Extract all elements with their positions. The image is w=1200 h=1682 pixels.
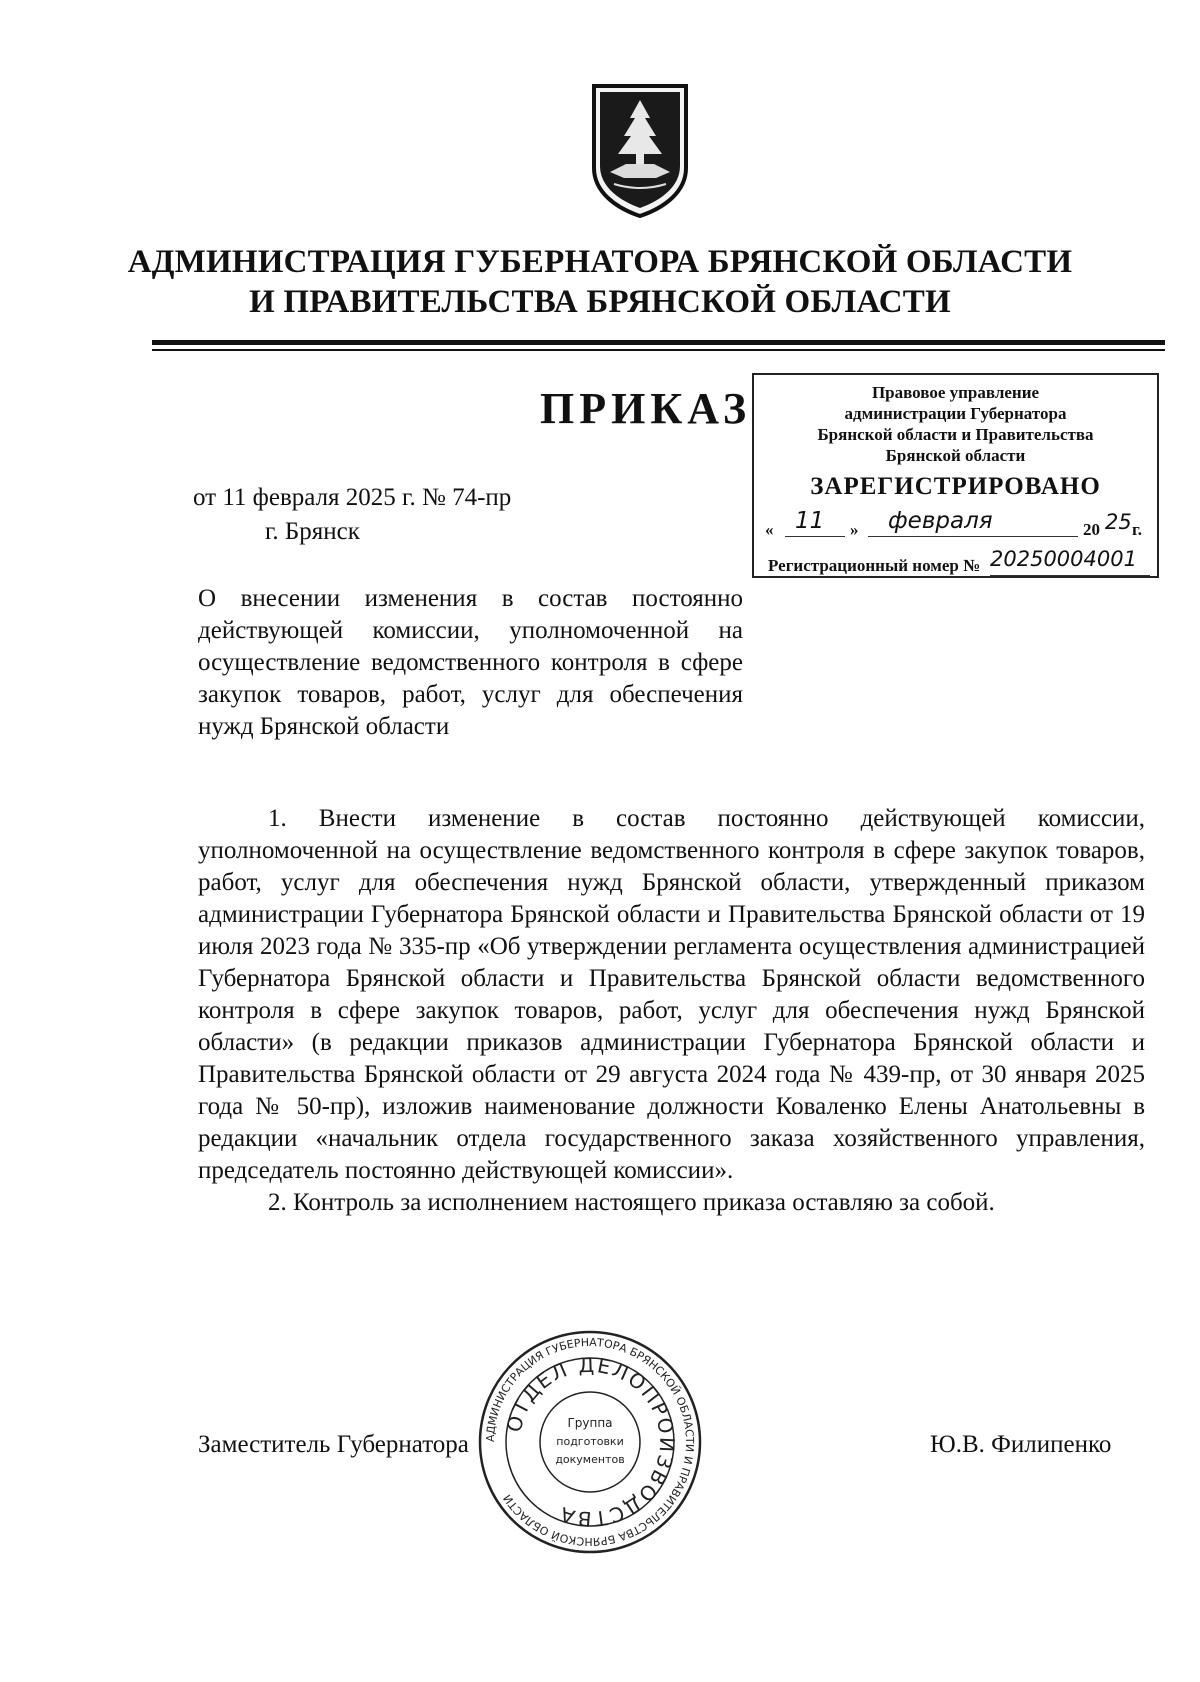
doc-body bbox=[198, 803, 1145, 1219]
stamp-reg-number: 20250004001 bbox=[990, 547, 1137, 571]
body-paragraph-2: 2. Контроль за исполнением настоящего приказа оставляю за собой. bbox=[268, 1189, 995, 1216]
header-rule-thick bbox=[152, 340, 1165, 345]
bryansk-coat-of-arms-icon bbox=[586, 80, 694, 220]
stamp-line-2: администрации Губернатора bbox=[844, 404, 1067, 423]
doc-type-title: ПРИКАЗ bbox=[540, 384, 752, 433]
stamp-day: 11 bbox=[795, 508, 825, 534]
stamp-line-1: Правовое управление bbox=[871, 383, 1040, 402]
stamp-status: ЗАРЕГИСТРИРОВАНО bbox=[810, 473, 1101, 500]
stamp-year-prefix: 20 bbox=[1083, 520, 1100, 539]
stamp-year-unit: г. bbox=[1132, 520, 1143, 539]
stamp-day-underline bbox=[785, 536, 845, 537]
stamp-year-suffix: 25 bbox=[1105, 510, 1132, 534]
org-title-line-1: АДМИНИСТРАЦИЯ ГУБЕРНАТОРА БРЯНСКОЙ ОБЛАСТИ bbox=[127, 244, 1073, 280]
org-title-line-2: И ПРАВИТЕЛЬСТВА БРЯНСКОЙ ОБЛАСТИ bbox=[249, 284, 951, 320]
stamp-month-underline bbox=[868, 536, 1078, 537]
signature-name: Ю.В. Филипенко bbox=[930, 1431, 1112, 1458]
stamp-quote-open: « bbox=[765, 520, 774, 539]
body-paragraph-1: 1. Внести изменение в состав постоянно действующей комиссии, уполномоченной на осуществление ведомственного контроля в сфере закупок товаров, работ, услуг для обеспечения нужд Брянской области, утвержденный приказом администрации Губернатора Брянской области и Правительства Брянской области от 19 июля 2023 года № 335-пр «Об утверждении регламента осуществления администрацией Губернатора Брянской области и Правительства Брянской области ведомственного контроля в сфере закупок товаров, работ, услуг для обеспечения нужд Брянской области» (в редакции приказов администрации Губернатора Брянской области и Правительства Брянской области от 29 августа 2024 года № 439-пр, от 30 января 2025 года № 50-пр), изложив наименование должности Коваленко Елены Анатольевны в редакции «начальник отдела государственного заказа хозяйственного управления, председатель постоянно действующей комиссии». bbox=[198, 805, 1145, 1184]
round-seal-stamp bbox=[475, 1327, 705, 1557]
stamp-month: февраля bbox=[888, 508, 993, 534]
stamp-line-4: Брянской области bbox=[885, 446, 1026, 465]
seal-center-line-3: документов bbox=[555, 1453, 625, 1466]
doc-subject: О внесении изменения в состав постоянно действующей комиссии, уполномоченной на осуществление ведомственного контроля в сфере закупок товаров, работ, услуг для обеспечения нужд Брянской области bbox=[198, 585, 743, 740]
stamp-quote-close: » bbox=[850, 520, 859, 539]
stamp-reg-number-underline bbox=[990, 575, 1150, 576]
seal-center-line-1: Группа bbox=[567, 1416, 613, 1430]
stamp-reg-number-label: Регистрационный номер № bbox=[768, 556, 981, 575]
stamp-line-3: Брянской области и Правительства bbox=[817, 425, 1094, 444]
seal-center-line-2: подготовки bbox=[556, 1435, 624, 1448]
doc-date-number: от 11 февраля 2025 г. № 74-пр bbox=[193, 484, 512, 511]
seal-outer-text: АДМИНИСТРАЦИЯ ГУБЕРНАТОРА БРЯНСКОЙ ОБЛАСТИ И ПРАВИТЕЛЬСТВА БРЯНСКОЙ ОБЛАСТИ bbox=[483, 1335, 697, 1549]
signature-title: Заместитель Губернатора bbox=[198, 1431, 469, 1458]
seal-inner-text: ОТДЕЛ ДЕЛОПРОИЗВОДСТВА bbox=[501, 1352, 680, 1532]
header-rule-thin bbox=[152, 349, 1165, 351]
doc-city: г. Брянск bbox=[265, 518, 360, 545]
